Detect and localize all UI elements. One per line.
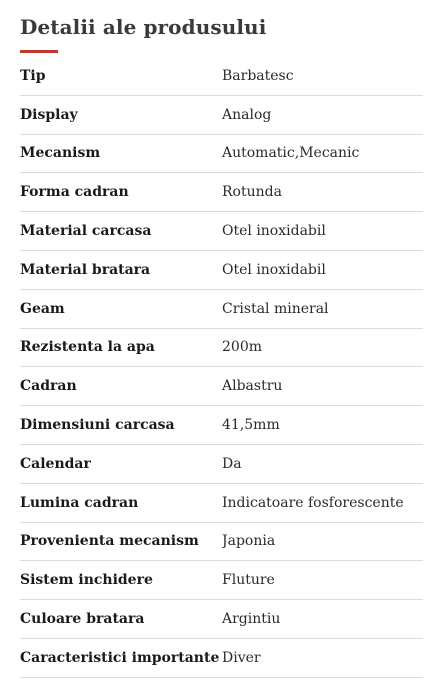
section-title: Detalii ale produsului — [20, 15, 267, 39]
spec-row-provenienta-mecanism — [20, 523, 423, 562]
spec-row-calendar — [20, 445, 423, 484]
spec-row-culoare-bratara — [20, 600, 423, 639]
spec-value: Albastru — [222, 378, 283, 395]
spec-row-mecanism — [20, 135, 423, 174]
spec-value: Analog — [222, 106, 272, 123]
spec-label: Geam — [20, 300, 65, 317]
spec-row-display — [20, 96, 423, 135]
spec-value: Cristal mineral — [222, 300, 329, 317]
spec-label: Mecanism — [20, 145, 101, 162]
spec-value: Da — [222, 455, 242, 472]
spec-label: Caracteristici importante — [20, 649, 220, 666]
spec-row-rezistenta-la-apa — [20, 329, 423, 368]
spec-label: Sistem inchidere — [20, 572, 153, 589]
spec-value: Barbatesc — [222, 67, 294, 84]
spec-label: Rezistenta la apa — [20, 339, 155, 356]
spec-label: Dimensiuni carcasa — [20, 417, 175, 434]
spec-value: 41,5mm — [222, 417, 280, 434]
spec-row-dimensiuni-carcasa — [20, 406, 423, 445]
spec-value: Fluture — [222, 572, 275, 589]
spec-value: Argintiu — [222, 611, 281, 628]
spec-row-material-bratara — [20, 251, 423, 290]
spec-label: Lumina cadran — [20, 494, 139, 511]
spec-label: Cadran — [20, 378, 77, 395]
spec-value: Diver — [222, 649, 261, 666]
spec-value: 200m — [222, 339, 262, 356]
spec-value: Automatic,Mecanic — [222, 145, 360, 162]
spec-row-geam — [20, 290, 423, 329]
spec-label: Material bratara — [20, 261, 151, 278]
spec-label: Forma cadran — [20, 184, 129, 201]
spec-label: Provenienta mecanism — [20, 533, 199, 550]
spec-row-forma-cadran — [20, 173, 423, 212]
spec-label: Tip — [20, 67, 46, 84]
spec-value: Otel inoxidabil — [222, 223, 326, 240]
spec-value: Japonia — [222, 533, 276, 550]
spec-value: Indicatoare fosforescente — [222, 494, 404, 511]
spec-row-caracteristici-importante — [20, 639, 423, 678]
spec-row-lumina-cadran — [20, 484, 423, 523]
specs-table — [20, 57, 423, 678]
title-accent-bar — [20, 50, 58, 53]
spec-label: Culoare bratara — [20, 611, 145, 628]
spec-row-cadran — [20, 367, 423, 406]
spec-label: Material carcasa — [20, 223, 152, 240]
spec-row-material-carcasa — [20, 212, 423, 251]
spec-label: Display — [20, 106, 78, 123]
spec-label: Calendar — [20, 455, 91, 472]
spec-value: Rotunda — [222, 184, 282, 201]
spec-row-tip — [20, 57, 423, 96]
spec-row-sistem-inchidere — [20, 561, 423, 600]
spec-value: Otel inoxidabil — [222, 261, 326, 278]
